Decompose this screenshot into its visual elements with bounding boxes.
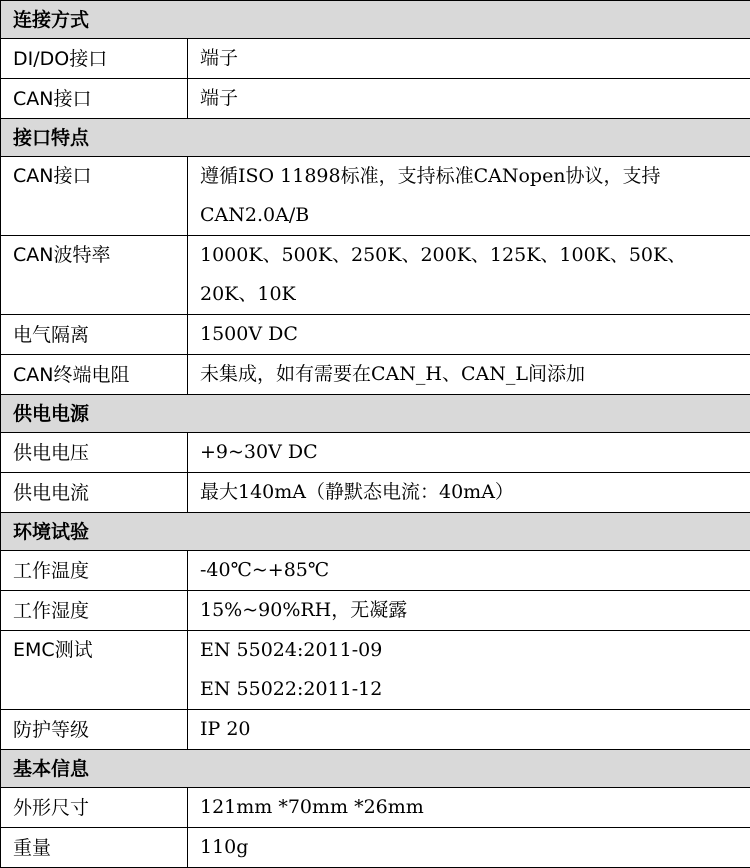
value-line: CAN2.0A/B bbox=[200, 196, 738, 235]
table-row bbox=[1, 39, 750, 79]
row-label bbox=[1, 236, 188, 315]
value-line: 1000K、500K、250K、200K、125K、100K、50K、 bbox=[200, 236, 738, 275]
row-label: CAN终端电阻 bbox=[1, 355, 188, 395]
table-row bbox=[1, 433, 750, 473]
value-line: EN 55024:2011-09 bbox=[200, 631, 738, 670]
row-label: 工作湿度 bbox=[1, 591, 188, 631]
row-label: 电气隔离 bbox=[1, 315, 188, 355]
label-spacer bbox=[13, 670, 175, 709]
table-row bbox=[1, 631, 750, 710]
section-title: 供电电源 bbox=[1, 395, 750, 433]
section-title: 接口特点 bbox=[1, 119, 750, 157]
row-label: 外形尺寸 bbox=[1, 788, 188, 828]
row-value bbox=[188, 315, 750, 355]
section-header bbox=[1, 513, 750, 551]
value-line: 遵循ISO 11898标准，支持标准CANopen协议，支持 bbox=[200, 157, 738, 196]
table-row bbox=[1, 710, 750, 750]
table-row bbox=[1, 315, 750, 355]
row-value bbox=[188, 39, 750, 79]
label-spacer bbox=[13, 275, 175, 314]
value-line: 1500V DC bbox=[200, 315, 738, 354]
value-line: 最大140mA（静默态电流：40mA） bbox=[200, 473, 738, 512]
value-line: 15%~90%RH，无凝露 bbox=[200, 591, 738, 630]
row-value bbox=[188, 828, 750, 868]
section-header bbox=[1, 119, 750, 157]
section-title: 环境试验 bbox=[1, 513, 750, 551]
table-row bbox=[1, 157, 750, 236]
value-line: -40℃~+85℃ bbox=[200, 551, 738, 590]
row-value bbox=[188, 433, 750, 473]
row-value bbox=[188, 631, 750, 710]
section-title: 连接方式 bbox=[1, 1, 750, 39]
row-value bbox=[188, 473, 750, 513]
table-row bbox=[1, 591, 750, 631]
section-header bbox=[1, 395, 750, 433]
spec-table-body bbox=[1, 1, 750, 868]
table-row bbox=[1, 788, 750, 828]
section-header bbox=[1, 1, 750, 39]
label-line: CAN接口 bbox=[13, 157, 175, 196]
value-line: 121mm *70mm *26mm bbox=[200, 788, 738, 827]
row-label bbox=[1, 157, 188, 236]
row-label: 工作温度 bbox=[1, 551, 188, 591]
value-line: +9~30V DC bbox=[200, 433, 738, 472]
value-line: 端子 bbox=[200, 79, 738, 118]
table-row bbox=[1, 551, 750, 591]
row-label: CAN接口 bbox=[1, 79, 188, 119]
row-label: 防护等级 bbox=[1, 710, 188, 750]
row-value bbox=[188, 591, 750, 631]
section-header bbox=[1, 750, 750, 788]
table-row bbox=[1, 236, 750, 315]
row-label: DI/DO接口 bbox=[1, 39, 188, 79]
row-label: 重量 bbox=[1, 828, 188, 868]
section-title: 基本信息 bbox=[1, 750, 750, 788]
row-value bbox=[188, 551, 750, 591]
label-line: EMC测试 bbox=[13, 631, 175, 670]
row-value bbox=[188, 355, 750, 395]
row-value bbox=[188, 710, 750, 750]
row-value bbox=[188, 236, 750, 315]
row-value bbox=[188, 788, 750, 828]
table-row bbox=[1, 355, 750, 395]
value-line: EN 55022:2011-12 bbox=[200, 670, 738, 709]
value-line: IP 20 bbox=[200, 710, 738, 749]
row-label: 供电电流 bbox=[1, 473, 188, 513]
table-row bbox=[1, 828, 750, 868]
row-value bbox=[188, 157, 750, 236]
table-row bbox=[1, 79, 750, 119]
row-label: 供电电压 bbox=[1, 433, 188, 473]
label-spacer bbox=[13, 196, 175, 235]
value-line: 110g bbox=[200, 828, 738, 867]
table-row bbox=[1, 473, 750, 513]
value-line: 20K、10K bbox=[200, 275, 738, 314]
row-value bbox=[188, 79, 750, 119]
value-line: 未集成，如有需要在CAN_H、CAN_L间添加 bbox=[200, 355, 738, 394]
label-line: CAN波特率 bbox=[13, 236, 175, 275]
row-label bbox=[1, 631, 188, 710]
value-line: 端子 bbox=[200, 39, 738, 78]
